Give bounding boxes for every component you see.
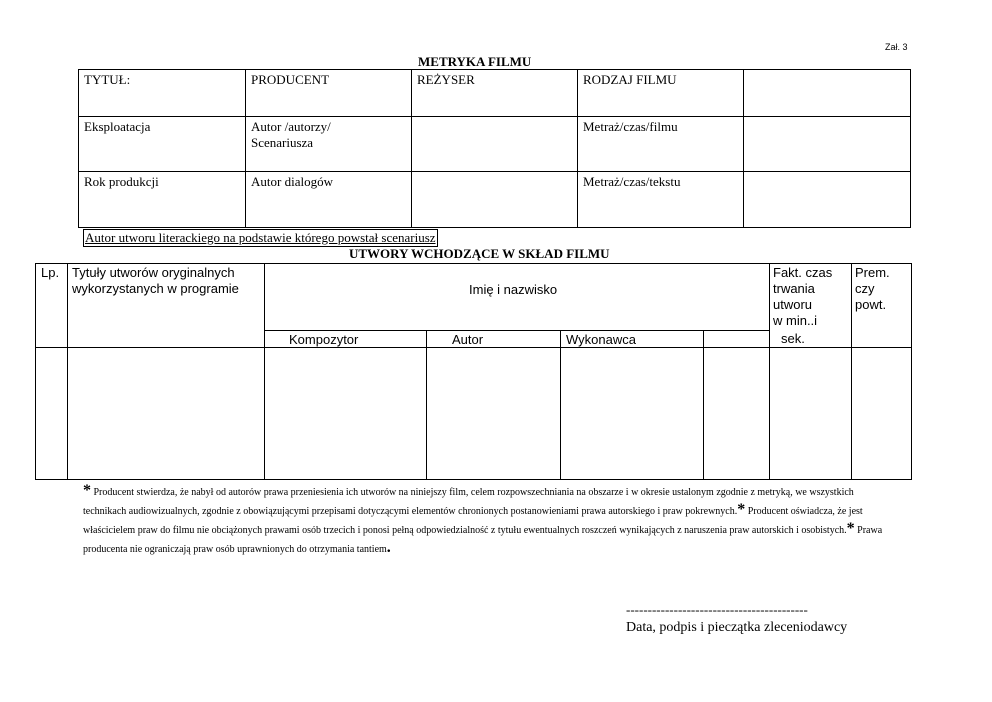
footnote-end: .: [386, 539, 391, 556]
utwory-line: [264, 330, 769, 331]
utwory-line: [426, 330, 427, 479]
utwory-line: [560, 330, 561, 479]
signature-line: ------------------------------------------: [626, 602, 808, 617]
utwory-line: [35, 479, 912, 480]
header-prem-3: powt.: [855, 297, 887, 312]
header-kompozytor: Kompozytor: [289, 332, 359, 347]
utwory-line: [911, 263, 912, 479]
metryka-line: [78, 116, 911, 117]
header-titles-line2: wykorzystanych w programie: [72, 281, 239, 296]
metryka-line: [78, 171, 911, 172]
cell-autor-dialogow: Autor dialogów: [251, 174, 333, 189]
cell-rezyser: REŻYSER: [417, 72, 475, 87]
utwory-line: [851, 263, 852, 479]
metryka-title: METRYKA FILMU: [418, 54, 532, 69]
utwory-line: [35, 263, 36, 479]
utwory-line: [264, 263, 265, 479]
header-titles-line1: Tytuły utworów oryginalnych: [72, 265, 235, 280]
header-fakt-1: Fakt. czas: [773, 265, 833, 280]
footnote-p3: Prawa producenta nie ograniczają praw osób uprawnionych do otrzymania tantiem: [83, 525, 883, 555]
header-fakt-5: sek.: [781, 331, 805, 346]
literary-author-box: Autor utworu literackiego na podstawie którego powstał scenariusz: [85, 230, 436, 245]
utwory-line: [67, 263, 68, 479]
cell-metraz-filmu: Metraż/czas/filmu: [583, 119, 678, 134]
header-autor: Autor: [452, 332, 484, 347]
header-prem-1: Prem.: [855, 265, 890, 280]
metryka-line: [78, 69, 79, 227]
utwory-line: [769, 263, 770, 479]
cell-eksploatacja: Eksploatacja: [84, 119, 151, 134]
utwory-line: [35, 263, 912, 264]
header-name: Imię i nazwisko: [469, 282, 558, 297]
footnote-asterisk: *: [737, 501, 746, 518]
cell-rodzaj-filmu: RODZAJ FILMU: [583, 72, 677, 87]
footnote-asterisk: *: [83, 482, 91, 499]
footnote-p2: Producent oświadcza, że jest właścicielem praw do filmu nie obciążonych prawami osób trzecich i ponosi pełną odpowiedzialność z tytułu ewentualnych roszczeń wynikających z naruszenia praw autorskich i osobistych.: [83, 506, 863, 536]
utwory-title: UTWORY WCHODZĄCE W SKŁAD FILMU: [349, 246, 610, 261]
cell-scenariusza: Scenariusza: [251, 135, 314, 150]
footnote-p1: Producent stwierdza, że nabył od autorów prawa przeniesienia ich utworów na niniejszy film, celem rozpowszechniania na obszarze i w okresie ustalonym zgodnie z metryką, we wszystkich technikach audiowizualnych, zgodnie z obowiązującymi przepisami dotyczącymi elementów chronionych postanowieniami prawa autorskiego i praw pokrewnych.: [83, 487, 854, 517]
metryka-line: [411, 69, 412, 227]
header-prem-2: czy: [855, 281, 875, 296]
metryka-line: [245, 69, 246, 227]
metryka-line: [743, 69, 744, 227]
header-lp: Lp.: [41, 265, 60, 280]
footnote-asterisk: *: [846, 520, 855, 537]
header-fakt-4: w min..i: [773, 313, 818, 328]
header-wykonawca: Wykonawca: [566, 332, 636, 347]
cell-metraz-tekstu: Metraż/czas/tekstu: [583, 174, 681, 189]
metryka-line: [78, 227, 911, 228]
header-fakt-2: trwania: [773, 281, 815, 296]
cell-tytul: TYTUŁ:: [84, 72, 131, 87]
cell-autor-autorzy: Autor /autorzy/: [251, 119, 331, 134]
footnote: [83, 482, 883, 558]
cell-rok-produkcji: Rok produkcji: [84, 174, 159, 189]
metryka-line: [577, 69, 578, 227]
header-fakt-3: utworu: [773, 297, 813, 312]
metryka-line: [78, 69, 911, 70]
metryka-line: [910, 69, 911, 227]
cell-producent: PRODUCENT: [251, 72, 330, 87]
attachment-label: Zał. 3: [885, 42, 908, 52]
utwory-line: [703, 330, 704, 479]
signature-label: Data, podpis i pieczątka zleceniodawcy: [626, 620, 848, 635]
